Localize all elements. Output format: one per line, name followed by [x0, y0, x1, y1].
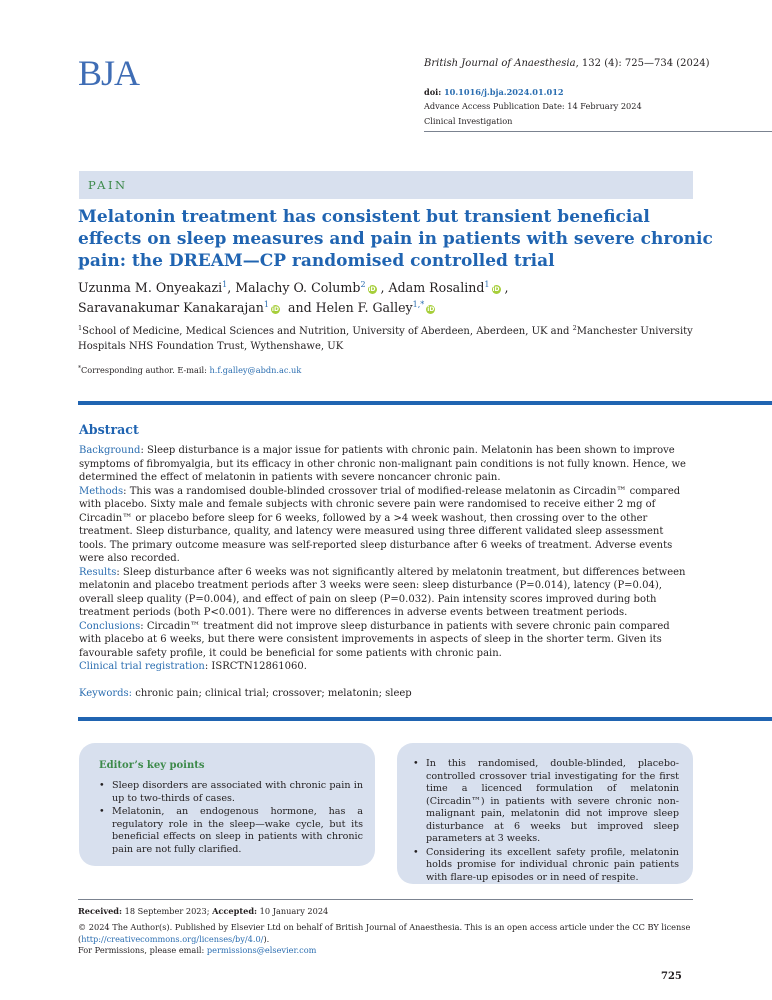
received-dates — [78, 906, 328, 916]
license-statement — [78, 921, 698, 945]
results-text: : Sleep disturbance after 6 weeks was not significantly altered by melatonin treatment, but differences between melatonin and placebo treatment periods after 3 weeks were seen: sleep disturbance (P=0.014), latency (P=0.04), overall sleep quality (P=0.004), and effect of pain on sleep (P=0.032). Pain intensity scores improved during both treatment periods (both P<0.001). There were no differences in adverse events between treatment periods. — [79, 566, 686, 618]
abstract-heading: Abstract — [79, 422, 139, 437]
abstract-registration — [79, 660, 693, 674]
license-text: © 2024 The Author(s). Published by Elsevier Ltd on behalf of British Journal of Anaesthesia. This is an open access article under the CC BY license ( — [78, 922, 691, 944]
header-divider — [424, 131, 772, 132]
keywords-text: chronic pain; clinical trial; crossover; melatonin; sleep — [132, 688, 412, 699]
key-points-box-right — [397, 743, 693, 884]
journal-citation — [424, 58, 710, 69]
footer-divider — [78, 899, 693, 900]
permissions — [78, 945, 316, 955]
journal-logo: BJA — [78, 53, 140, 93]
corresponding-text: Corresponding author. E-mail: — [81, 365, 210, 375]
section-label: PAIN — [88, 178, 128, 192]
affiliation-text: Manchester University Hospitals NHS Foundation Trust, Wythenshawe, UK — [78, 326, 693, 352]
methods-label: Methods — [79, 485, 124, 497]
article-type: Clinical Investigation — [424, 116, 513, 126]
key-point-item: • In this randomised, double-blinded, placebo-controlled crossover trial investigating for the first time a licenced formulation of melatonin (Circadin™) in patients with severe chronic non-malignant pain, melatonin did not improve sleep disturbance at 6 weeks but improved sleep parameters at 3 weeks. — [413, 758, 679, 846]
doi-link[interactable]: 10.1016/j.bja.2024.01.012 — [443, 87, 564, 97]
key-points-list — [413, 758, 679, 885]
license-end: ). — [263, 934, 270, 944]
received-date: 18 September 2023; — [122, 906, 213, 916]
section-banner — [79, 171, 693, 199]
author-name: Uzunma M. Onyeakazi — [78, 280, 223, 295]
results-label: Results — [79, 566, 117, 578]
abstract-methods — [79, 485, 693, 566]
affiliation-mark: 2 — [572, 324, 577, 332]
author-name: Malachy O. Columb — [235, 280, 361, 295]
author-affiliation-mark: 1 — [263, 299, 269, 309]
license-link[interactable]: http://creativecommons.org/licenses/by/4.0/ — [81, 934, 264, 944]
author-name: Saravanakumar Kanakarajan — [78, 299, 264, 315]
conclusions-text: : Circadin™ treatment did not improve sleep disturbance in patients with severe chronic pain compared with placebo at 6 weeks, but there were consistent improvements in aspects of sleep in the shorter term. Given its favourable safety profile, it could be beneficial for some patients with chronic pain. — [79, 620, 670, 659]
methods-text: : This was a randomised double-blinded crossover trial of modified-release melatonin as Circadin™ compared with placebo. Sixty male and female subjects with chronic severe pain were randomised to receive either 2 mg of Circadin™ or placebo before sleep for 6 weeks, followed by a >4 week washout, then crossing over to the other treatment. Sleep disturbance, quality, and latency were measured using three different validated sleep assessment tools. The primary outcome measure was self-reported sleep disturbance after 6 weeks of treatment. Adverse events were also recorded. — [79, 485, 681, 564]
affiliations — [78, 324, 698, 354]
keywords — [79, 688, 412, 699]
corresponding-email-link[interactable]: h.f.galley@abdn.ac.uk — [209, 365, 302, 375]
author-affiliation-mark: 2 — [360, 280, 366, 289]
corresponding-author — [78, 365, 301, 375]
journal-name: British Journal of Anaesthesia — [424, 58, 576, 69]
abstract-top-rule — [78, 401, 772, 405]
key-points-list — [99, 780, 363, 857]
accepted-label: Accepted: — [212, 906, 258, 916]
abstract-conclusions — [79, 620, 693, 661]
journal-volume-pages: , 132 (4): 725—734 (2024) — [575, 58, 710, 69]
permissions-email-link[interactable]: permissions@elsevier.com — [206, 945, 317, 955]
affiliation-mark: 1 — [78, 324, 83, 332]
author-list: Uzunma M. Onyeakazi$^1$, Malachy O. Columb$^2$iD , Adam Rosalind$^1$iD , Saravanakumar Kanakarajan$^1$iD and Helen F. Galley$^{1,*}$iD — [78, 280, 509, 315]
author-affiliation-mark: 1,* — [412, 299, 425, 309]
background-text: : Sleep disturbance is a major issue for patients with chronic pain. Melatonin has been shown to improve symptoms of fibromyalgia, but its efficacy in other chronic non-malignant pain conditions is not fully known. Hence, we determined the effect of melatonin in patients with severe noncancer chronic pain. — [79, 445, 686, 483]
key-points-heading: Editor’s key points — [99, 760, 205, 771]
key-point-item: • Considering its excellent safety profile, melatonin holds promise for individual chronic pain patients with flare-up episodes or in need of respite. — [413, 847, 679, 885]
accepted-date: 10 January 2024 — [257, 906, 329, 916]
key-point-item: • Melatonin, an endogenous hormone, has a regulatory role in the sleep—wake cycle, but its beneficial effects on sleep in patients with chronic pain are not fully clarified. — [99, 806, 363, 856]
key-point-item: • Sleep disorders are associated with chronic pain in up to two-thirds of cases. — [99, 780, 363, 805]
advance-access-date: Advance Access Publication Date: 14 February 2024 — [424, 101, 642, 111]
affiliation-text: School of Medicine, Medical Sciences and Nutrition, University of Aberdeen, Aberdeen, UK and — [82, 326, 573, 337]
doi — [424, 87, 564, 97]
article-title: Melatonin treatment has consistent but transient beneficial effects on sleep measures and pain in patients with severe chronic pain: the DREAM—CP randomised controlled trial — [78, 207, 713, 271]
orcid-icon[interactable]: iD — [492, 286, 500, 293]
author-name: Adam Rosalind — [388, 280, 485, 295]
orcid-icon[interactable]: iD — [368, 286, 376, 293]
abstract-body — [79, 444, 693, 674]
abstract-results — [79, 566, 693, 620]
author-affiliation-mark: 1 — [222, 280, 228, 289]
registration-text: : ISRCTN12861060. — [204, 661, 307, 672]
orcid-icon[interactable]: iD — [271, 305, 279, 313]
received-label: Received: — [78, 906, 123, 916]
orcid-icon[interactable]: iD — [427, 305, 435, 313]
key-points-box-left — [79, 743, 375, 866]
corresponding-mark: * — [78, 365, 81, 372]
page-number: 725 — [661, 971, 682, 982]
conclusions-label: Conclusions — [79, 620, 141, 632]
keywords-label: Keywords: — [79, 688, 133, 699]
author-affiliation-mark: 1 — [484, 280, 490, 289]
doi-label: doi: — [424, 87, 442, 97]
abstract-background — [79, 444, 693, 485]
background-label: Background — [79, 445, 141, 456]
abstract-bottom-rule — [78, 717, 772, 721]
registration-label: Clinical trial registration — [79, 661, 205, 672]
author-name: Helen F. Galley — [315, 299, 413, 315]
permissions-text: For Permissions, please email: — [78, 945, 207, 955]
